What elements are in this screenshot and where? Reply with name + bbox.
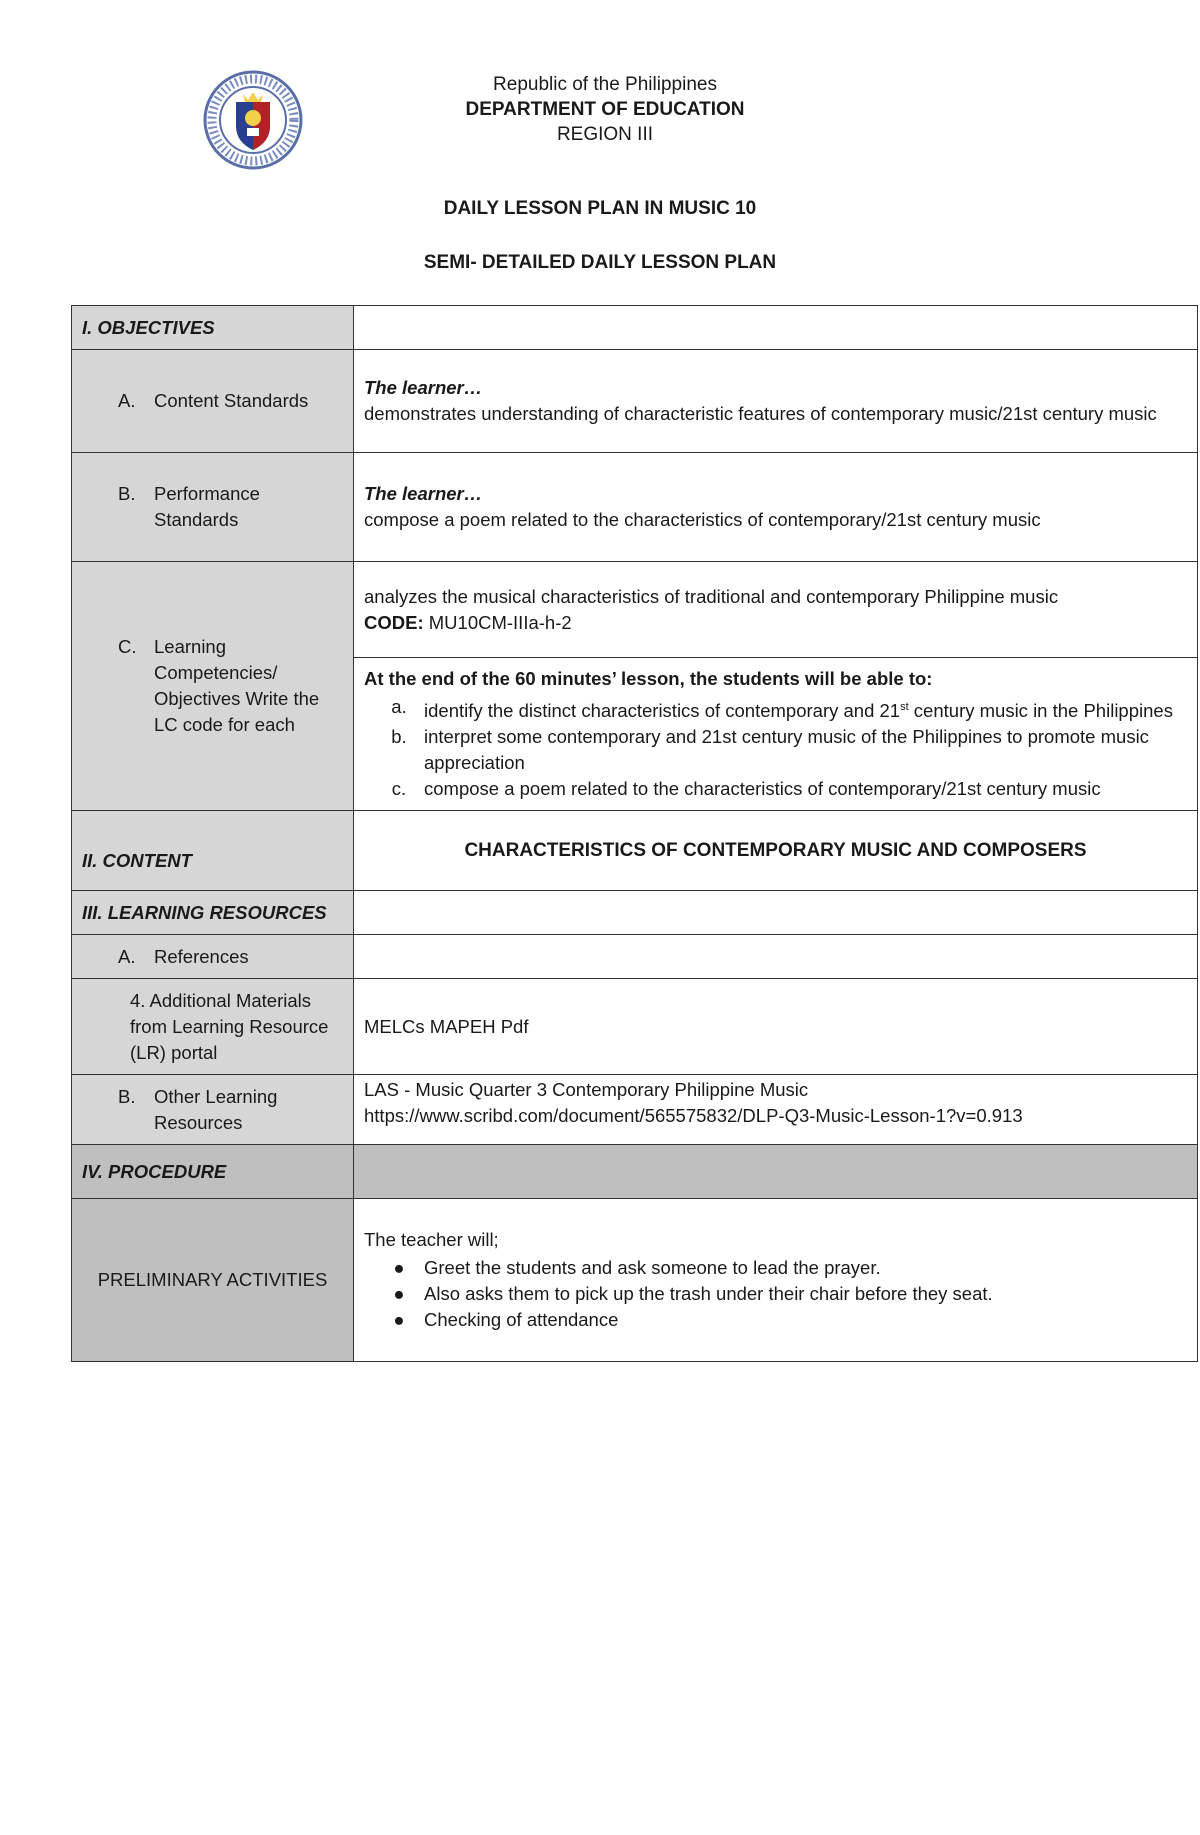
list-item-text: Checking of attendance xyxy=(424,1309,619,1330)
objectives-heading: I. OBJECTIVES xyxy=(72,306,354,350)
list-item xyxy=(364,724,1187,776)
list-item-text-part: century music in the Philippines xyxy=(908,700,1173,722)
competencies-code xyxy=(364,610,1187,636)
superscript: st xyxy=(900,700,909,713)
other-resources-value-cell xyxy=(354,1075,1198,1145)
competencies-letter: C. xyxy=(118,636,137,657)
code-label: CODE: xyxy=(364,611,424,633)
region-line: REGION III xyxy=(556,124,654,145)
objectives-row xyxy=(72,306,1198,350)
content-text: CHARACTERISTICS OF CONTEMPORARY MUSIC AND COMPOSERS xyxy=(354,811,1198,891)
preliminary-activities-row xyxy=(72,1199,1198,1362)
performance-standards-row xyxy=(72,453,1198,562)
additional-materials-label: 4. Additional Materials from Learning Resource (LR) portal xyxy=(130,989,329,1063)
competencies-label: Learning Competencies/ Objectives Write the LC code for each xyxy=(154,636,320,735)
preliminary-bullet-list xyxy=(364,1255,1187,1333)
lesson-plan-table xyxy=(71,305,1198,1362)
list-item xyxy=(364,776,1187,802)
procedure-empty-cell xyxy=(354,1145,1198,1199)
competencies-value-cell xyxy=(354,562,1198,658)
list-item xyxy=(364,1255,1187,1281)
other-resources-label-cell xyxy=(72,1075,354,1145)
preliminary-activities-cell xyxy=(354,1199,1198,1362)
performance-standards-value-cell xyxy=(354,453,1198,562)
performance-standards-text: compose a poem related to the characteristics of contemporary/21st century music xyxy=(364,509,1041,530)
page-subtitle: SEMI- DETAILED DAILY LESSON PLAN xyxy=(423,252,777,273)
republic-line: Republic of the Philippines xyxy=(493,74,717,95)
additional-materials-row xyxy=(72,979,1198,1075)
document-header xyxy=(400,72,810,147)
list-marker: c. xyxy=(391,778,407,800)
content-standards-lead: The learner… xyxy=(364,377,483,398)
references-letter: A. xyxy=(118,945,136,967)
performance-standards-label-cell xyxy=(72,453,354,562)
code-value: MU10CM-IIIa-h-2 xyxy=(428,611,572,633)
list-item-text: Also asks them to pick up the trash under their chair before they seat. xyxy=(424,1283,993,1304)
bullet-icon: ● xyxy=(393,1283,405,1304)
procedure-row xyxy=(72,1145,1198,1199)
references-row xyxy=(72,935,1198,979)
resources-empty-cell xyxy=(354,891,1198,935)
lesson-objectives-lead: At the end of the 60 minutes’ lesson, the students will be able to: xyxy=(364,667,933,689)
list-item xyxy=(364,1307,1187,1333)
performance-standards-label: Performance Standards xyxy=(154,483,260,530)
content-standards-value-cell xyxy=(354,350,1198,453)
preliminary-lead: The teacher will; xyxy=(364,1229,499,1250)
department-line: DEPARTMENT OF EDUCATION xyxy=(465,99,745,120)
other-resources-line1: LAS - Music Quarter 3 Contemporary Philippine Music xyxy=(364,1079,809,1100)
performance-standards-letter: B. xyxy=(118,483,136,504)
performance-standards-lead: The learner… xyxy=(364,483,483,504)
competencies-row xyxy=(72,562,1198,658)
content-standards-label-cell xyxy=(72,350,354,453)
objectives-empty-cell xyxy=(354,306,1198,350)
other-resources-label: Other Learning Resources xyxy=(154,1085,278,1133)
other-resources-row xyxy=(72,1075,1198,1145)
other-resources-letter: B. xyxy=(118,1085,136,1107)
list-item-text-part: identify the distinct characteristics of contemporary and 21 xyxy=(424,700,901,722)
deped-seal-logo xyxy=(203,70,303,170)
list-marker: a. xyxy=(391,695,407,717)
list-marker: b. xyxy=(391,726,407,748)
content-heading: II. CONTENT xyxy=(72,811,354,891)
list-item-text: interpret some contemporary and 21st century music of the Philippines to promote music appreciation xyxy=(424,726,1149,774)
references-label-cell xyxy=(72,935,354,979)
lesson-objectives-cell xyxy=(354,658,1198,811)
resources-row xyxy=(72,891,1198,935)
list-item xyxy=(364,694,1187,724)
content-standards-label: Content Standards xyxy=(154,390,309,411)
other-resources-link[interactable]: https://www.scribd.com/document/565575832/DLP-Q3-Music-Lesson-1?v=0.913 xyxy=(364,1105,1023,1126)
procedure-heading: IV. PROCEDURE xyxy=(72,1145,354,1199)
content-standards-row xyxy=(72,350,1198,453)
page-title: DAILY LESSON PLAN IN MUSIC 10 xyxy=(443,198,757,219)
references-label: References xyxy=(154,945,249,967)
bullet-icon: ● xyxy=(393,1309,405,1330)
content-standards-letter: A. xyxy=(118,390,136,411)
preliminary-activities-label: PRELIMINARY ACTIVITIES xyxy=(72,1199,354,1362)
competencies-label-cell xyxy=(72,562,354,811)
references-empty-cell xyxy=(354,935,1198,979)
additional-materials-value: MELCs MAPEH Pdf xyxy=(354,979,1198,1075)
list-item xyxy=(364,1281,1187,1307)
resources-heading: III. LEARNING RESOURCES xyxy=(72,891,354,935)
additional-materials-label-cell xyxy=(72,979,354,1075)
content-standards-text: demonstrates understanding of characteristic features of contemporary music/21st century music xyxy=(364,403,1157,424)
list-item-text xyxy=(424,694,1173,724)
list-item-text: Greet the students and ask someone to lead the prayer. xyxy=(424,1257,881,1278)
competencies-text: analyzes the musical characteristics of traditional and contemporary Philippine music xyxy=(364,585,1059,607)
lesson-objectives-list xyxy=(364,694,1187,802)
bullet-icon: ● xyxy=(393,1257,405,1278)
list-item-text: compose a poem related to the characteristics of contemporary/21st century music xyxy=(424,778,1101,800)
content-row xyxy=(72,811,1198,891)
